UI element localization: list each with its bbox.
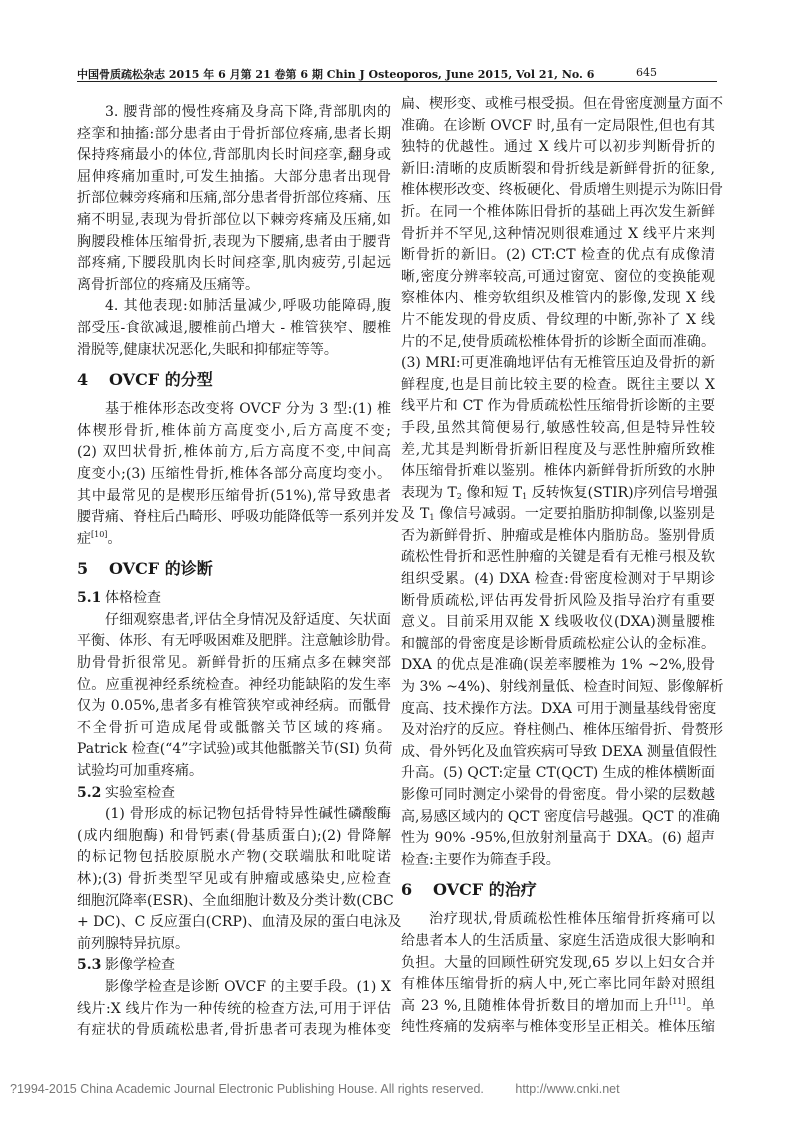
text-line: 及对治疗的反应。脊柱侧凸、椎体压缩骨折、骨赘形	[401, 722, 723, 739]
paragraph	[77, 102, 391, 296]
text-line: 保持疼痛最小的体位,背部肌肉长时间痉挛,翻身或	[77, 147, 391, 164]
left-column	[77, 102, 402, 1042]
text-line: 高,易感区域内的 QCT 密度信号越强。QCT 的准确	[401, 808, 720, 825]
text-line: (成内细胞酶) 和骨钙素(骨基质蛋白);(2) 骨降解	[77, 827, 391, 844]
text-line: 细胞沉降率(ESR)、全血细胞计数及分类计数(CBC	[77, 892, 394, 909]
text-line: 意义。目前采用双能 X 线吸收仪(DXA)测量腰椎	[401, 614, 715, 631]
subsection-number: 5.1	[77, 590, 102, 607]
text-line: + DC)、C 反应蛋白(CRP)、血清及尿的蛋白电泳及	[77, 914, 402, 931]
text-line: 为 3% ~4%)、射线剂量低、检查时间短、影像解析	[401, 679, 724, 696]
text-line: 试验均可加重疼痛。	[77, 763, 203, 780]
subsection-title: 实验室检查	[105, 784, 175, 801]
subsection-number: 5.2	[77, 784, 102, 801]
journal-citation: 中国骨质疏松杂志 2015 年 6 月第 21 卷第 6 期 Chin J Osteoporos, June 2015, Vol 21, No. 6	[77, 68, 595, 81]
text-line: 独特的优越性。通过 X 线片可以初步判断骨折的	[401, 139, 715, 156]
paragraph	[77, 610, 399, 783]
text-line: 察椎体内、椎旁软组织及椎管内的影像,发现 X 线	[401, 290, 715, 307]
text-line: 痛不明显,表现为骨折部位以下棘旁疼痛及压痛,如	[77, 211, 391, 228]
paragraph	[77, 977, 391, 1042]
footer-url[interactable]: http://www.cnki.net	[515, 1082, 620, 1096]
text-line: 折。在同一个椎体陈旧骨折的基础上再次发生新鲜	[401, 203, 715, 220]
citation-superscript: [11]	[669, 996, 686, 1006]
text-line: 扁、楔形变、或椎弓根受损。但在骨密度测量方面不	[401, 96, 723, 112]
text-line: 晰,密度分辨率较高,可通过窗宽、窗位的变换能观	[401, 268, 715, 285]
text-line: 其中最常见的是楔形压缩骨折(51%),常导致患者	[77, 487, 391, 504]
text-line: 平衡、体形、有无呼吸困难及肥胖。注意触诊肋骨。	[77, 633, 399, 650]
section-number: 4	[77, 370, 89, 390]
paragraph	[77, 399, 399, 550]
paragraph	[401, 909, 715, 1039]
right-column	[401, 94, 724, 1039]
subsection-heading	[77, 783, 391, 805]
text-line: 林);(3) 骨折类型罕见或有肿瘤或感染史,应检查	[77, 871, 391, 887]
subscript: 1	[522, 491, 528, 501]
text-segment: 及 T	[401, 506, 430, 523]
text-segment: 像和短 T	[461, 484, 523, 501]
text-line: 给患者本人的生活质量、家庭生活造成很大影响和	[401, 932, 715, 949]
text-segment: 。单	[685, 997, 716, 1014]
text-line: 影像可同时测定小梁骨的骨密度。骨小梁的层数越	[401, 787, 715, 803]
text-line: 线片:X 线片作为一种传统的检查方法,可用于评估	[77, 1000, 391, 1017]
text-line: 新旧:清晰的皮质断裂和骨折线是新鲜骨折的征象,	[401, 160, 715, 177]
text-line: 升高。(5) QCT:定量 CT(QCT) 生成的椎体横断面	[401, 765, 715, 782]
section-title: OVCF 的治疗	[433, 880, 537, 900]
text-segment: 反转恢复(STIR)序列信号增强	[527, 484, 718, 501]
text-line: 手段,虽然其简便易行,敏感性较高,但是特异性较	[401, 419, 715, 436]
text-line: 基于椎体形态改变将 OVCF 分为 3 型:(1) 椎	[105, 401, 391, 418]
text-line: 仅为 0.05%,患者多有椎管狭窄或神经病。而骶骨	[77, 698, 391, 715]
section-heading	[401, 879, 715, 901]
text-line: 断骨折的新旧。(2) CT:CT 检查的优点有成像清	[401, 247, 715, 264]
text-line: 片的不足,使骨质疏松椎体骨折的诊断全面而准确。	[401, 333, 715, 350]
text-line: 骨折并不罕见,这种情况则很难通过 X 线平片来判	[401, 225, 715, 242]
text-line: 度变小;(3) 压缩性骨折,椎体各部分高度均变小。	[77, 465, 391, 482]
text-line: 椎体楔形改变、终板硬化、骨质增生则提示为陈旧骨	[401, 182, 723, 199]
running-header	[77, 66, 717, 82]
text-line	[401, 504, 715, 526]
text-line: 组织受累。(4) DXA 检查:骨密度检测对于早期诊	[401, 571, 715, 588]
text-segment: 症	[77, 530, 91, 547]
text-line: (3) MRI:可更准确地评估有无椎管压迫及骨折的新	[401, 355, 715, 372]
text-line: 负担。大量的回顾性研究发现,65 岁以上妇女合并	[401, 954, 715, 971]
text-line: 肋骨骨折很常见。新鲜骨折的压痛点多在棘突部	[77, 655, 391, 672]
text-line: 部受压-食欲减退,腰椎前凸增大 - 椎管狭窄、腰椎	[77, 319, 391, 336]
text-line: (1) 骨形成的标记物包括骨特异性碱性磷酸酶	[105, 806, 391, 823]
text-line: 差,尤其是判断骨折新旧程度及与恶性肿瘤所致椎	[401, 441, 715, 458]
subsection-title: 体格检查	[105, 590, 161, 607]
text-line: 腰背痛、脊柱后凸畸形、呼吸功能降低等一系列并发	[77, 509, 399, 526]
text-line: 检查:主要作为筛查手段。	[401, 851, 560, 868]
text-line: 部疼痛,下腰段肌肉长时间痉挛,肌肉疲劳,引起远	[77, 255, 391, 272]
section-heading	[77, 369, 391, 391]
subsection-heading	[77, 588, 391, 610]
text-line: Patrick 检查(“4”字试验)或其他骶髂关节(SI) 负荷	[77, 741, 393, 758]
text-line: 治疗现状,骨质疏松性椎体压缩骨折疼痛可以	[429, 911, 715, 928]
footer	[10, 1082, 620, 1096]
text-line	[77, 529, 391, 551]
subscript: 1	[429, 513, 435, 523]
text-line: 性为 90% -95%,但放射剂量高于 DXA。(6) 超声	[401, 830, 715, 847]
text-line: 痉挛和抽搐:部分患者由于骨折部位疼痛,患者长期	[77, 125, 391, 142]
text-line: 滑脱等,健康状况恶化,失眠和抑郁症等等。	[77, 341, 338, 358]
section-heading	[77, 558, 391, 580]
text-line: 4. 其他表现:如肺活量减少,呼吸功能障碍,腹	[105, 298, 391, 315]
text-segment: 像信号减弱。一定要拍脂肪抑制像,以鉴别是	[434, 506, 715, 523]
section-title: OVCF 的分型	[109, 370, 213, 390]
text-line: 胸腰段椎体压缩骨折,表现为下腰痛,患者由于腰背	[77, 233, 391, 250]
paragraph	[77, 296, 391, 361]
paragraph	[401, 94, 724, 871]
text-line: 屈伸疼痛加重时,可发生抽搐。大部分患者出现骨	[77, 168, 391, 185]
text-line: 和髋部的骨密度是诊断骨质疏松症公认的金标准。	[401, 635, 715, 652]
text-line: 前列腺特异抗原。	[77, 935, 189, 952]
text-line: 断骨质疏松,评估再发骨折风险及指导治疗有重要	[401, 592, 715, 609]
text-line: DXA 的优点是准确(误差率腰椎为 1% ~2%,股骨	[401, 657, 715, 674]
citation-superscript: [10]	[91, 529, 108, 539]
text-line: 不全骨折可造成尾骨或骶髂关节区域的疼痛。	[77, 719, 391, 736]
text-segment: 表现为 T	[401, 484, 457, 501]
page-number: 645	[636, 66, 657, 79]
text-line: 否为新鲜骨折、肿瘤或是椎体内脂肪岛。鉴别骨质	[401, 527, 715, 544]
text-line: 的标记物包括胶原脱水产物(交联端肽和吡啶诺	[77, 849, 391, 866]
section-number: 5	[77, 559, 89, 579]
subscript: 2	[456, 491, 462, 501]
text-line: 体压缩骨折难以鉴别。椎体内新鲜骨折所致的水肿	[401, 463, 715, 480]
text-line: 疏松性骨折和恶性肿瘤的关键是看有无椎弓根及软	[401, 549, 715, 566]
text-line: 准确。在诊断 OVCF 时,虽有一定局限性,但也有其	[401, 117, 715, 134]
text-line: 仔细观察患者,评估全身情况及舒适度、矢状面	[105, 611, 391, 628]
paragraph	[77, 804, 402, 955]
text-line: 有椎体压缩骨折的病人中,死亡率比同年龄对照组	[401, 976, 715, 993]
text-line: 度高、技术操作方法。DXA 可用于测量基线骨密度	[401, 700, 717, 717]
text-line: 纯性疼痛的发病率与椎体变形呈正相关。椎体压缩	[401, 1019, 715, 1036]
subsection-title: 影像学检查	[105, 957, 175, 974]
text-segment: 。	[107, 530, 122, 547]
text-line: 有症状的骨质疏松患者,骨折患者可表现为椎体变	[77, 1022, 391, 1039]
subsection-number: 5.3	[77, 957, 102, 974]
copyright-notice: ?1994-2015 China Academic Journal Electronic Publishing House. All rights reserved.	[10, 1082, 484, 1096]
section-title: OVCF 的诊断	[109, 559, 213, 579]
text-line: 离骨折部位的疼痛及压痛等。	[77, 276, 259, 293]
text-line: 成、骨外钙化及血管疾病可导致 DEXA 测量值假性	[401, 743, 717, 760]
text-line: 线平片和 CT 作为骨质疏松性压缩骨折诊断的主要	[401, 398, 715, 415]
text-line: 体楔形骨折,椎体前方高度变小,后方高度不变;	[77, 422, 391, 439]
text-line: 片不能发现的骨皮质、骨纹理的中断,弥补了 X 线	[401, 311, 715, 328]
text-line	[401, 996, 715, 1018]
text-line	[401, 483, 718, 505]
subsection-heading	[77, 955, 391, 977]
text-line: 影像学检查是诊断 OVCF 的主要手段。(1) X	[105, 978, 391, 995]
section-number: 6	[401, 880, 413, 900]
text-line: (2) 双凹状骨折,椎体前方,后方高度不变,中间高	[77, 444, 391, 461]
text-segment: 高 23 %,且随椎体骨折数目的增加而上升	[401, 997, 670, 1014]
text-line: 鲜程度,也是目前比较主要的检查。既往主要以 X	[401, 376, 715, 393]
text-line: 3. 腰背部的慢性疼痛及身高下降,背部肌肉的	[105, 104, 391, 120]
text-line: 折部位棘旁疼痛和压痛,部分患者骨折部位疼痛、压	[77, 190, 391, 207]
text-line: 位。应重视神经系统检查。神经功能缺陷的发生率	[77, 676, 391, 693]
